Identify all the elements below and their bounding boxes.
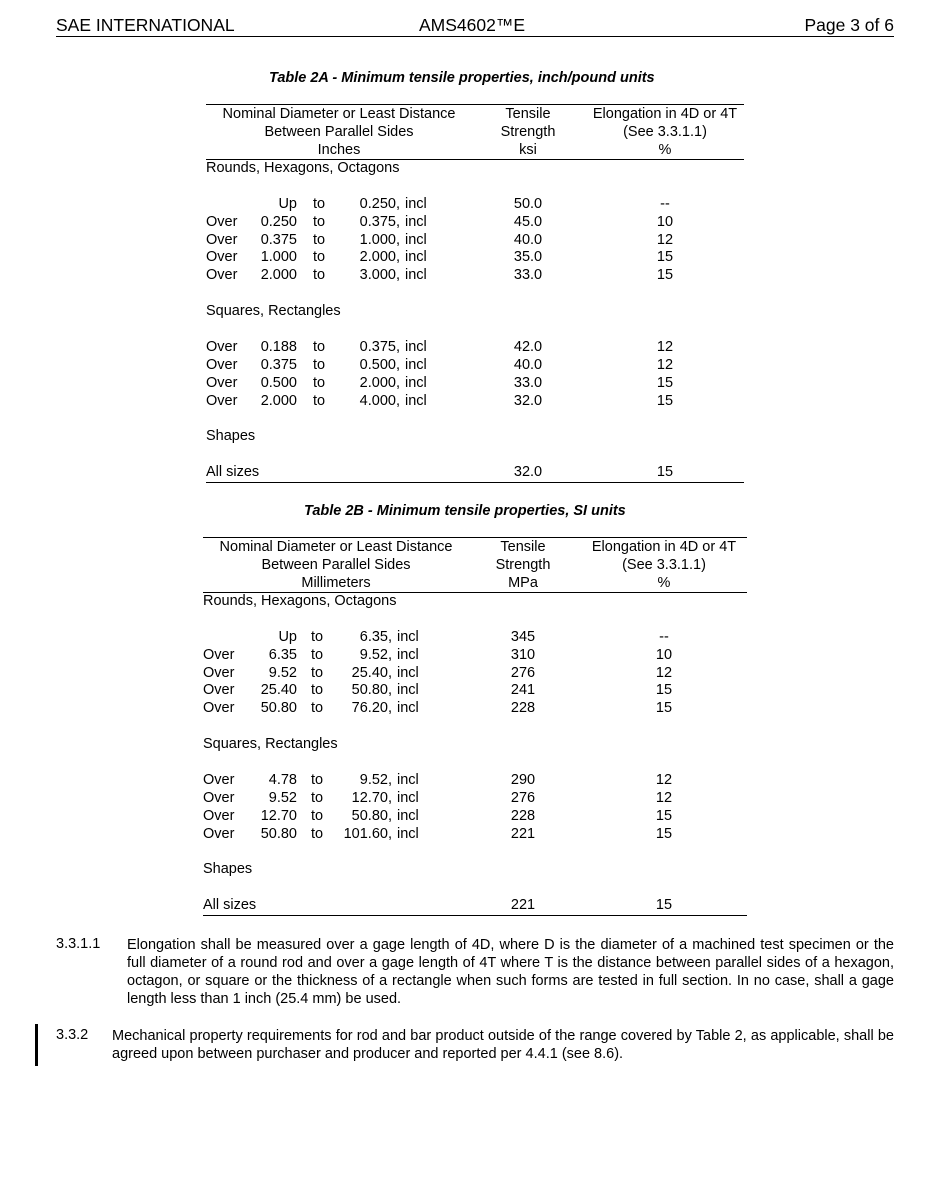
range-incl: incl: [405, 392, 427, 409]
range-upper: 1.000,: [359, 231, 400, 248]
table-row: [206, 214, 744, 232]
elongation-value: 15: [655, 807, 673, 824]
table-row: [206, 393, 744, 411]
section-heading: Rounds, Hexagons, Octagons: [203, 593, 397, 609]
range-lower: 0.375: [260, 356, 297, 373]
range-to: to: [313, 231, 326, 248]
elongation-value: 12: [655, 664, 673, 681]
header-tensile-strength: Tensile Strength ksi: [500, 106, 556, 158]
range-lower: 50.80: [260, 825, 297, 842]
elongation-value: 10: [656, 213, 674, 230]
paragraph-number: 3.3.2: [56, 1027, 89, 1043]
size-label: All sizes: [206, 464, 260, 481]
elongation-value: 15: [655, 825, 673, 842]
range-qualifier: Over: [206, 356, 238, 373]
range-to: to: [313, 249, 326, 266]
range-upper: 4.000,: [359, 392, 400, 409]
elongation-value: 15: [656, 267, 674, 284]
range-upper: 0.375,: [359, 213, 400, 230]
range-to: to: [311, 825, 324, 842]
range-to: to: [313, 374, 326, 391]
elongation-value: --: [659, 628, 669, 645]
spacer: [206, 411, 744, 429]
range-incl: incl: [405, 267, 427, 284]
range-qualifier: Over: [206, 231, 238, 248]
range-lower: 9.52: [268, 664, 297, 681]
range-upper: 6.35,: [359, 628, 392, 645]
elongation-value: 15: [656, 464, 674, 481]
elongation-value: 12: [655, 771, 673, 788]
table-row: [206, 464, 744, 482]
tensile-strength-value: 221: [510, 825, 536, 842]
range-lower: 4.78: [268, 771, 297, 788]
table-row: [203, 826, 747, 844]
range-upper: 50.80,: [351, 807, 392, 824]
range-incl: incl: [397, 664, 419, 681]
range-lower: 0.500: [260, 374, 297, 391]
section-heading: Rounds, Hexagons, Octagons: [206, 160, 400, 176]
range-incl: incl: [397, 628, 419, 645]
tensile-strength-value: 228: [510, 807, 536, 824]
elongation-value: 12: [656, 338, 674, 355]
page-header: [56, 15, 894, 37]
tensile-strength-value: 345: [510, 628, 536, 645]
range-incl: incl: [397, 807, 419, 824]
publisher-name: SAE INTERNATIONAL: [56, 15, 235, 35]
table-row: [206, 232, 744, 250]
range-lower: 6.35: [268, 646, 297, 663]
range-upper: 50.80,: [351, 682, 392, 699]
table-row: [206, 267, 744, 285]
range-qualifier: Over: [206, 374, 238, 391]
range-upper: 76.20,: [351, 700, 392, 717]
elongation-value: --: [660, 195, 670, 212]
range-qualifier: Over: [203, 825, 235, 842]
table-2b-caption: Table 2B - Minimum tensile properties, SI units: [304, 503, 626, 519]
tensile-strength-value: 45.0: [513, 213, 543, 230]
range-upper: 3.000,: [359, 267, 400, 284]
range-incl: incl: [397, 682, 419, 699]
range-incl: incl: [405, 231, 427, 248]
revision-bar: [35, 1024, 38, 1066]
header-elongation: Elongation in 4D or 4T (See 3.3.1.1) %: [592, 106, 738, 158]
range-lower: 0.375: [260, 231, 297, 248]
table-row: [203, 897, 747, 915]
range-qualifier: Over: [203, 664, 235, 681]
range-to: to: [311, 664, 324, 681]
header-tensile-strength: Tensile Strength MPa: [495, 539, 551, 591]
elongation-value: 12: [655, 789, 673, 806]
range-incl: incl: [397, 700, 419, 717]
tensile-strength-value: 241: [510, 682, 536, 699]
range-incl: incl: [405, 356, 427, 373]
tensile-strength-value: 40.0: [513, 231, 543, 248]
paragraph-mechanical-requirements: Mechanical property requirements for rod and bar product outside of the range covered by Table 2, as applicable, shall be agreed upon between purchaser and producer and reported per 4.4.1 (see 8.6).: [112, 1028, 894, 1062]
range-upper: 2.000,: [359, 374, 400, 391]
range-lower: 2.000: [260, 392, 297, 409]
table-header: [203, 538, 747, 593]
range-qualifier: Over: [203, 771, 235, 788]
table-row: [203, 772, 747, 790]
range-to: to: [313, 267, 326, 284]
paragraph-number: 3.3.1.1: [56, 936, 101, 952]
range-lower: 9.52: [268, 789, 297, 806]
tensile-strength-value: 32.0: [513, 392, 543, 409]
range-lower: 25.40: [260, 682, 297, 699]
range-upper: 12.70,: [351, 789, 392, 806]
range-incl: incl: [397, 646, 419, 663]
tensile-strength-value: 32.0: [513, 464, 543, 481]
range-upper: 0.500,: [359, 356, 400, 373]
spacer: [203, 718, 747, 736]
table-2a-caption: Table 2A - Minimum tensile properties, inch/pound units: [269, 70, 655, 86]
elongation-value: 15: [656, 249, 674, 266]
table-row: [206, 249, 744, 267]
page-number: Page 3 of 6: [804, 15, 894, 35]
range-lower: 50.80: [260, 700, 297, 717]
range-incl: incl: [397, 771, 419, 788]
table-row: [206, 375, 744, 393]
range-lower: Up: [278, 628, 297, 645]
tensile-strength-value: 290: [510, 771, 536, 788]
elongation-value: 15: [655, 897, 673, 914]
range-qualifier: Over: [206, 267, 238, 284]
range-qualifier: Over: [206, 338, 238, 355]
tensile-strength-value: 33.0: [513, 374, 543, 391]
range-qualifier: Over: [206, 213, 238, 230]
elongation-value: 15: [655, 682, 673, 699]
range-incl: incl: [397, 789, 419, 806]
range-upper: 0.250,: [359, 195, 400, 212]
range-qualifier: Over: [206, 249, 238, 266]
section-heading: Shapes: [206, 428, 256, 445]
tensile-strength-value: 42.0: [513, 338, 543, 355]
section-heading: Shapes: [203, 861, 253, 878]
range-to: to: [313, 195, 326, 212]
table-row: [206, 339, 744, 357]
tensile-strength-value: 228: [510, 700, 536, 717]
range-qualifier: Over: [203, 700, 235, 717]
range-to: to: [311, 682, 324, 699]
range-qualifier: Over: [206, 392, 238, 409]
document-number: AMS4602™E: [419, 15, 526, 35]
table-2b: [203, 537, 747, 916]
range-incl: incl: [405, 338, 427, 355]
table-row: [203, 629, 747, 647]
tensile-strength-value: 310: [510, 646, 536, 663]
range-incl: incl: [397, 825, 419, 842]
range-qualifier: Over: [203, 682, 235, 699]
range-incl: incl: [405, 213, 427, 230]
range-qualifier: Over: [203, 646, 235, 663]
range-lower: 0.250: [260, 213, 297, 230]
range-to: to: [311, 628, 324, 645]
range-lower: 12.70: [260, 807, 297, 824]
range-upper: 9.52,: [359, 771, 392, 788]
tensile-strength-value: 276: [510, 664, 536, 681]
range-lower: 1.000: [260, 249, 297, 266]
range-to: to: [311, 771, 324, 788]
table-row: [203, 647, 747, 665]
spacer: [203, 844, 747, 862]
table-header: [206, 105, 744, 160]
range-qualifier: Over: [203, 789, 235, 806]
range-to: to: [313, 213, 326, 230]
table-row: [203, 700, 747, 718]
elongation-value: 15: [655, 700, 673, 717]
table-2a: [206, 104, 744, 483]
size-label: All sizes: [203, 897, 257, 914]
range-to: to: [311, 700, 324, 717]
header-dimension: Nominal Diameter or Least Distance Between Parallel Sides Millimeters: [219, 539, 453, 591]
range-qualifier: Over: [203, 807, 235, 824]
section-heading: Squares, Rectangles: [203, 736, 338, 753]
range-to: to: [313, 392, 326, 409]
range-to: to: [311, 807, 324, 824]
elongation-value: 10: [655, 646, 673, 663]
table-row: [206, 357, 744, 375]
table-row: [203, 682, 747, 700]
range-upper: 101.60,: [343, 825, 392, 842]
range-incl: incl: [405, 374, 427, 391]
range-to: to: [313, 338, 326, 355]
range-to: to: [313, 356, 326, 373]
elongation-value: 15: [656, 374, 674, 391]
range-upper: 0.375,: [359, 338, 400, 355]
elongation-value: 12: [656, 356, 674, 373]
elongation-value: 12: [656, 231, 674, 248]
section-heading: Squares, Rectangles: [206, 303, 341, 320]
range-incl: incl: [405, 249, 427, 266]
range-to: to: [311, 789, 324, 806]
header-dimension: Nominal Diameter or Least Distance Between Parallel Sides Inches: [222, 106, 456, 158]
elongation-value: 15: [656, 392, 674, 409]
range-upper: 25.40,: [351, 664, 392, 681]
tensile-strength-value: 50.0: [513, 195, 543, 212]
tensile-strength-value: 40.0: [513, 356, 543, 373]
range-upper: 2.000,: [359, 249, 400, 266]
table-row: [203, 790, 747, 808]
header-elongation: Elongation in 4D or 4T (See 3.3.1.1) %: [591, 539, 737, 591]
table-row: [203, 808, 747, 826]
tensile-strength-value: 221: [510, 897, 536, 914]
tensile-strength-value: 35.0: [513, 249, 543, 266]
range-to: to: [311, 646, 324, 663]
range-lower: Up: [278, 195, 297, 212]
tensile-strength-value: 33.0: [513, 267, 543, 284]
range-lower: 2.000: [260, 267, 297, 284]
tensile-strength-value: 276: [510, 789, 536, 806]
table-row: [206, 196, 744, 214]
spacer: [206, 285, 744, 303]
paragraph-elongation-note: Elongation shall be measured over a gage length of 4D, where D is the diameter of a machined test specimen or the full diameter of a round rod and over a gage length of 4T where T is the distance between parallel sides of a hexagon, octagon, or square or the thickness of a rectangle when such forms are tested in full section. In no case, shall a gage length less than 1 inch (25.4 mm) be used.: [127, 937, 894, 1007]
range-lower: 0.188: [260, 338, 297, 355]
range-upper: 9.52,: [359, 646, 392, 663]
range-incl: incl: [405, 195, 427, 212]
table-row: [203, 665, 747, 683]
